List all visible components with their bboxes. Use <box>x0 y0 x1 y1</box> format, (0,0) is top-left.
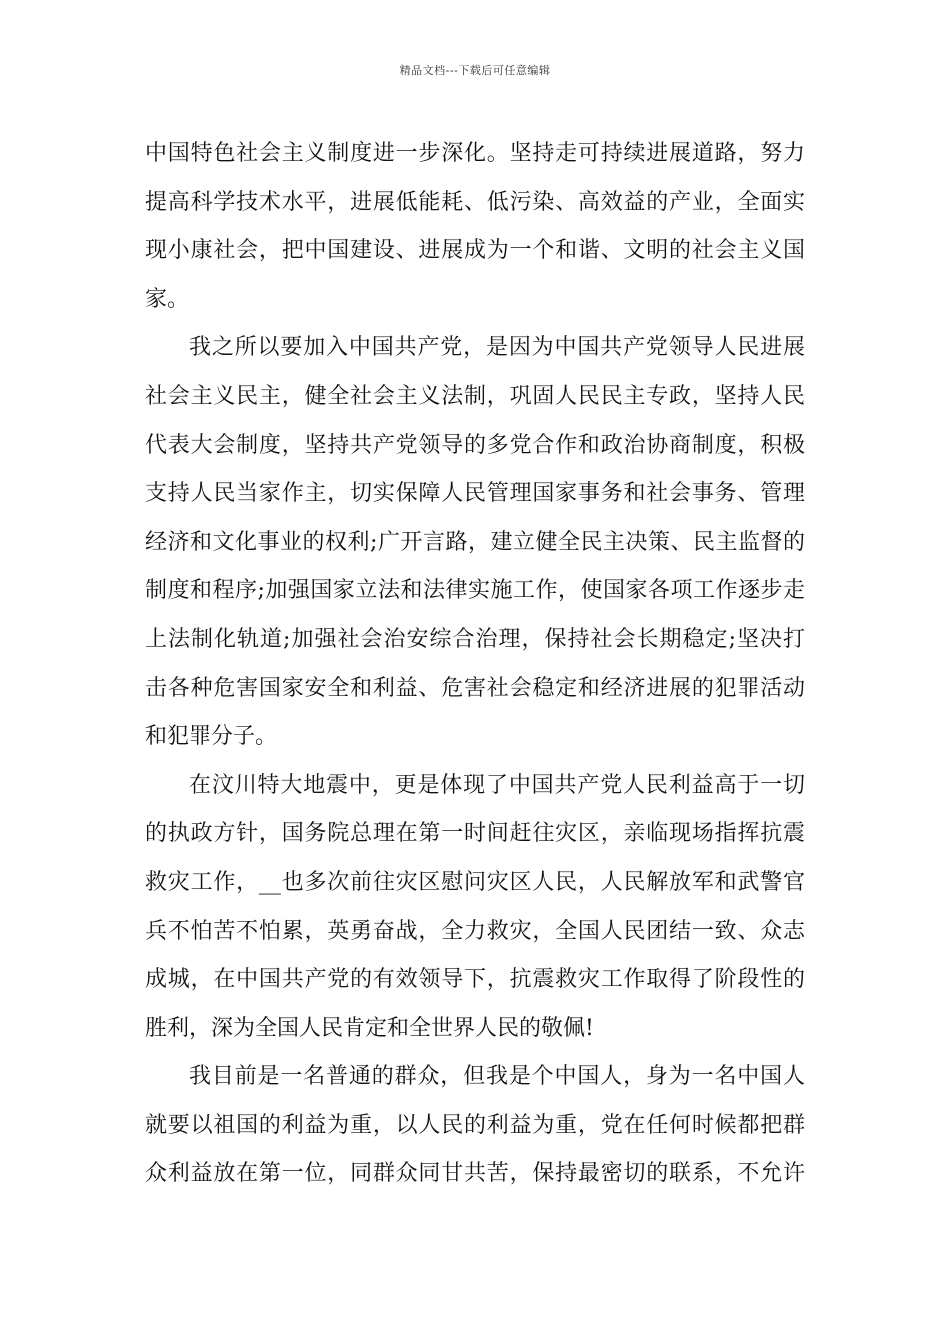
page-header: 精品文档---下载后可任意编辑 <box>399 64 551 77</box>
text-line: 兵不怕苦不怕累，英勇奋战，全力救灾，全国人民团结一致、众志 <box>145 918 805 944</box>
text-line: 经济和文化事业的权利;广开言路，建立健全民主决策、民主监督的 <box>145 529 805 555</box>
text-line: 胜利，深为全国人民肯定和全世界人民的敬佩! <box>145 1015 594 1041</box>
text-line: 我之所以要加入中国共产党，是因为中国共产党领导人民进展 <box>189 335 805 361</box>
text-line: 成城，在中国共产党的有效领导下，抗震救灾工作取得了阶段性的 <box>145 967 805 993</box>
text-line: 击各种危害国家安全和利益、危害社会稳定和经济进展的犯罪活动 <box>145 675 805 701</box>
text-line: 众利益放在第一位，同群众同甘共苦，保持最密切的联系，不允许 <box>145 1161 805 1187</box>
text-line: 提高科学技术水平，进展低能耗、低污染、高效益的产业，全面实 <box>145 189 805 215</box>
text-line: 制度和程序;加强国家立法和法律实施工作，使国家各项工作逐步走 <box>145 578 805 604</box>
text-line: 中国特色社会主义制度进一步深化。坚持走可持续进展道路，努力 <box>145 141 805 166</box>
text-line: 家。 <box>145 286 190 312</box>
text-line: 代表大会制度，坚持共产党领导的多党合作和政治协商制度，积极 <box>145 432 805 458</box>
text-line: 上法制化轨道;加强社会治安综合治理，保持社会长期稳定;坚决打 <box>145 626 805 652</box>
text-line: 现小康社会，把中国建设、进展成为一个和谐、文明的社会主义国 <box>145 238 805 264</box>
text-line: 和犯罪分子。 <box>145 724 278 750</box>
body-text <box>145 130 805 1199</box>
text-line: 在汶川特大地震中，更是体现了中国共产党人民利益高于一切 <box>189 772 805 798</box>
text-line: 就要以祖国的利益为重，以人民的利益为重，党在任何时候都把群 <box>145 1112 805 1138</box>
text-line: 的执政方针，国务院总理在第一时间赶往灾区，亲临现场指挥抗震 <box>145 821 805 847</box>
text-line: 救灾工作，__也多次前往灾区慰问灾区人民，人民解放军和武警官 <box>145 869 805 895</box>
text-line: 支持人民当家作主，切实保障人民管理国家事务和社会事务、管理 <box>145 481 805 507</box>
text-line: 社会主义民主，健全社会主义法制，巩固人民民主专政，坚持人民 <box>145 383 805 409</box>
text-line: 我目前是一名普通的群众，但我是个中国人，身为一名中国人 <box>189 1064 805 1090</box>
